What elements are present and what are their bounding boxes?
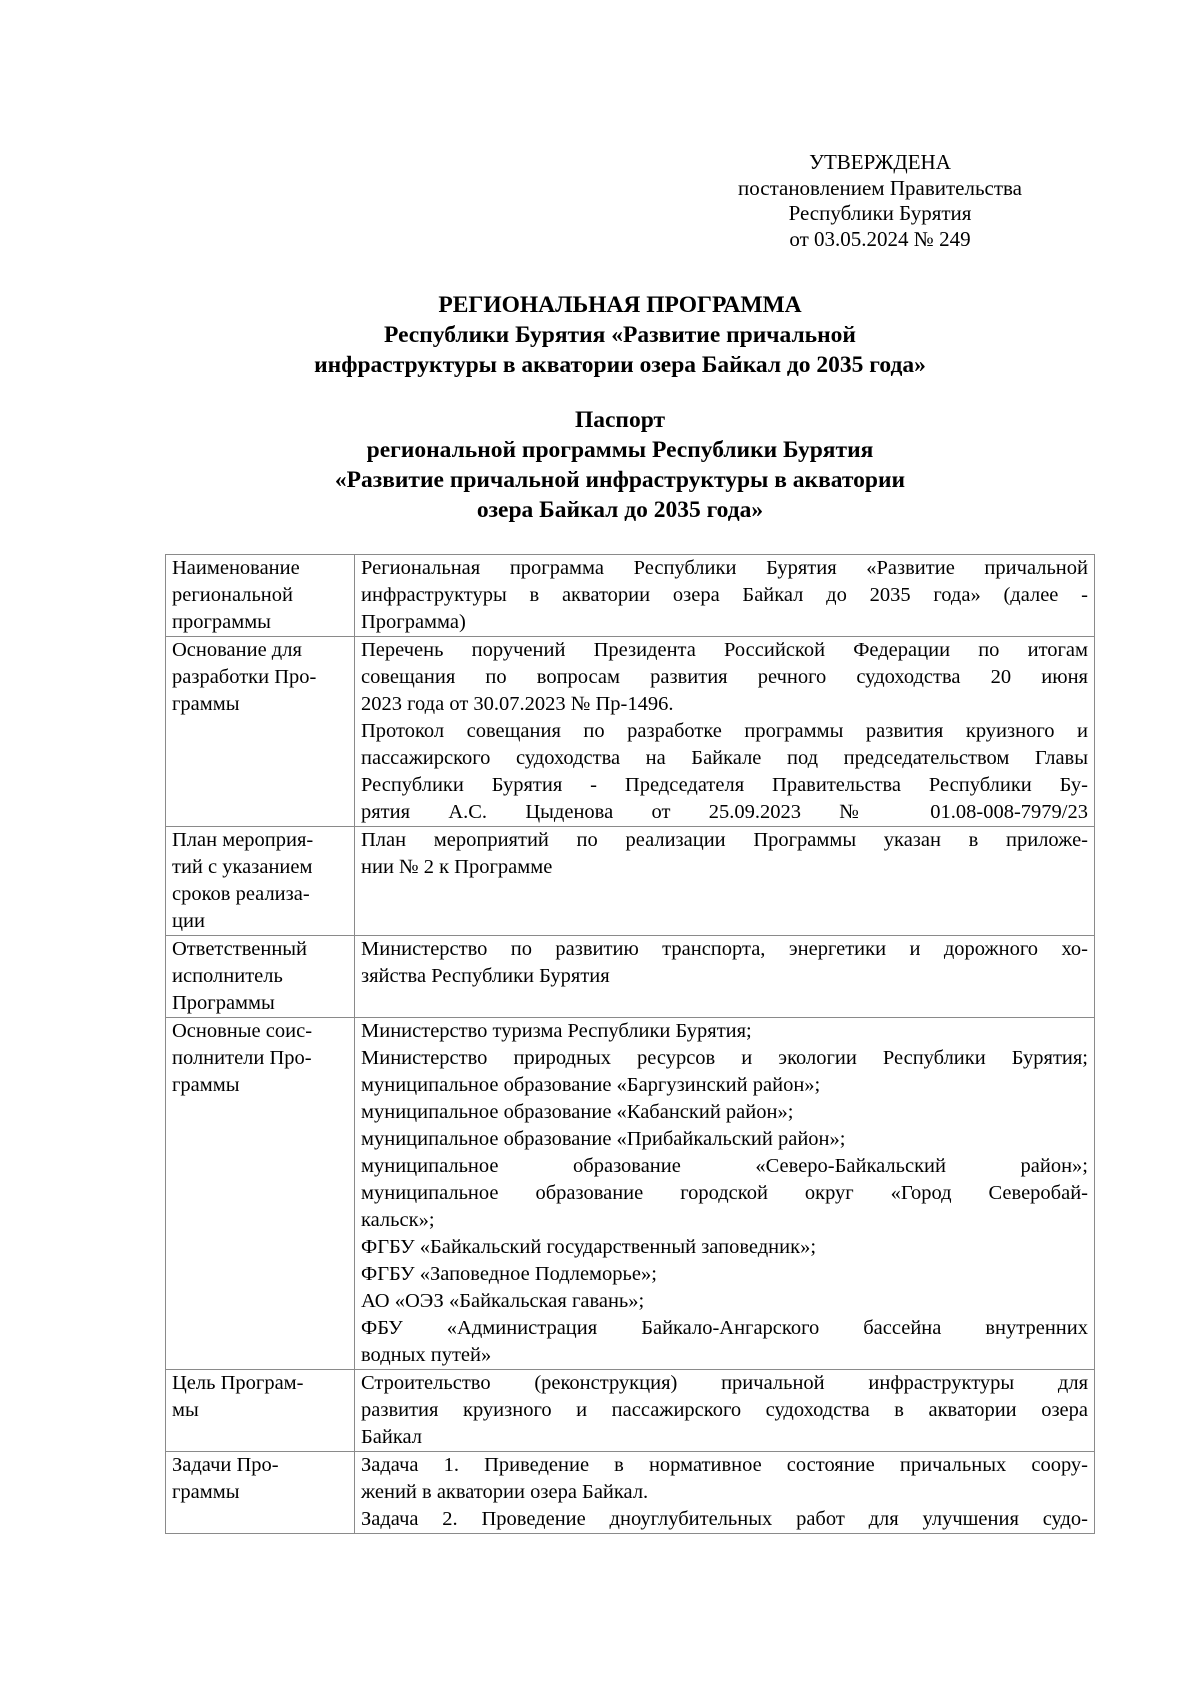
table-row — [166, 637, 1095, 827]
row-value-cell — [355, 1452, 1095, 1534]
row-value-line: муниципальное образование «Северо-Байкальский район»; — [361, 1155, 1088, 1177]
row-label-cell — [166, 555, 355, 637]
row-value-cell — [355, 555, 1095, 637]
row-value-line: АО «ОЭЗ «Байкальская гавань»; — [361, 1290, 645, 1312]
table-row — [166, 555, 1095, 637]
row-value-line: Министерство по развитию транспорта, энергетики и дорожного хо- — [361, 938, 1088, 960]
row-label-cell — [166, 936, 355, 1018]
row-label-line: Наименование — [172, 557, 300, 579]
row-value-line: Министерство туризма Республики Бурятия; — [361, 1020, 752, 1042]
row-label-line: Задачи Про- — [172, 1454, 279, 1476]
table-row — [166, 936, 1095, 1018]
row-label-line: полнители Про- — [172, 1047, 312, 1069]
passport-heading-line: региональной программы Республики Бурятия — [366, 437, 874, 463]
row-value-cell — [355, 827, 1095, 936]
row-value-cell — [355, 1018, 1095, 1370]
passport-heading-line: озера Байкал до 2035 года» — [476, 497, 764, 523]
row-label-line: программы — [172, 611, 271, 633]
table-row — [166, 1370, 1095, 1452]
row-label-cell — [166, 637, 355, 827]
title-line: Республики Бурятия «Развитие причальной — [384, 322, 856, 348]
row-label-line: граммы — [172, 1481, 240, 1503]
row-value-cell — [355, 1370, 1095, 1452]
row-label-line: ции — [172, 910, 205, 932]
row-value-line: Республики Бурятия - Председателя Правительства Республики Бу- — [361, 774, 1088, 796]
row-value-line: Региональная программа Республики Бурятия «Развитие причальной — [361, 557, 1088, 579]
row-label-line: Основные соис- — [172, 1020, 313, 1042]
row-value-line: нии № 2 к Программе — [361, 856, 553, 878]
row-value-line: ФГБУ «Байкальский государственный заповедник»; — [361, 1236, 817, 1258]
row-label-line: Программы — [172, 992, 275, 1014]
row-value-cell — [355, 637, 1095, 827]
row-label-line: исполнитель — [172, 965, 283, 987]
document-title — [160, 290, 1080, 380]
passport-heading-line: «Развитие причальной инфраструктуры в акватории — [334, 467, 906, 493]
row-value-line: Задача 2. Проведение дноуглубительных работ для улучшения судо- — [361, 1508, 1088, 1530]
row-label-line: тий с указанием — [172, 856, 313, 878]
row-label-line: сроков реализа- — [172, 883, 310, 905]
row-value-line: кальск»; — [361, 1209, 435, 1231]
title-line: РЕГИОНАЛЬНАЯ ПРОГРАММА — [438, 292, 802, 318]
row-value-line: жений в акватории озера Байкал. — [361, 1481, 649, 1503]
row-value-line: Министерство природных ресурсов и экологии Республики Бурятия; — [361, 1047, 1088, 1069]
row-value-line: ФГБУ «Заповедное Подлеморье»; — [361, 1263, 657, 1285]
approval-line: УТВЕРЖДЕНА — [809, 150, 951, 174]
row-label-cell — [166, 1018, 355, 1370]
title-line: инфраструктуры в акватории озера Байкал до 2035 года» — [314, 352, 926, 378]
approval-line: от 03.05.2024 № 249 — [789, 226, 971, 251]
row-label-line: Ответственный — [172, 938, 308, 960]
approval-line: постановлением Правительства — [737, 175, 1022, 200]
row-value-line: муниципальное образование «Прибайкальский район»; — [361, 1128, 846, 1150]
approval-line: Республики Бурятия — [788, 201, 972, 225]
row-value-line: пассажирского судоходства на Байкале под председательством Главы — [361, 747, 1088, 769]
row-label-line: региональной — [172, 584, 293, 606]
passport-heading — [160, 405, 1080, 525]
row-label-line: Цель Програм- — [172, 1372, 304, 1394]
table-row — [166, 827, 1095, 936]
table-row — [166, 1018, 1095, 1370]
row-value-cell — [355, 936, 1095, 1018]
row-value-line: Задача 1. Приведение в нормативное состояние причальных соору- — [361, 1454, 1088, 1476]
row-label-cell — [166, 827, 355, 936]
row-value-line: рятия А.С. Цыденова от 25.09.2023 № 01.08-008-7979/23 — [361, 801, 1088, 823]
row-value-line: Строительство (реконструкция) причальной инфраструктуры для — [361, 1372, 1088, 1394]
row-value-line: инфраструктуры в акватории озера Байкал до 2035 года» (далее - — [361, 584, 1088, 606]
row-value-line: 2023 года от 30.07.2023 № Пр-1496. — [361, 693, 674, 715]
row-label-cell — [166, 1370, 355, 1452]
passport-heading-line: Паспорт — [574, 407, 666, 433]
row-label-line: Основание для — [172, 639, 302, 661]
passport-table — [165, 554, 1095, 1534]
row-label-line: разработки Про- — [172, 666, 317, 688]
row-value-line: ФБУ «Администрация Байкало-Ангарского бассейна внутренних — [361, 1317, 1088, 1339]
row-value-line: совещания по вопросам развития речного судоходства 20 июня — [361, 666, 1088, 688]
row-label-line: граммы — [172, 1074, 240, 1096]
row-value-line: Программа) — [361, 611, 466, 633]
row-label-line: План мероприя- — [172, 829, 314, 851]
row-label-line: мы — [172, 1399, 199, 1421]
row-value-line: План мероприятий по реализации Программы указан в приложе- — [361, 829, 1088, 851]
row-value-line: муниципальное образование «Кабанский район»; — [361, 1101, 794, 1123]
row-value-line: Протокол совещания по разработке программы развития круизного и — [361, 720, 1088, 742]
table-row — [166, 1452, 1095, 1534]
row-value-line: развития круизного и пассажирского судоходства в акватории озера — [361, 1399, 1088, 1421]
row-value-line: зяйства Республики Бурятия — [361, 965, 610, 987]
row-value-line: муниципальное образование «Баргузинский район»; — [361, 1074, 821, 1096]
row-label-cell — [166, 1452, 355, 1534]
approval-stamp — [690, 150, 1070, 252]
row-label-line: граммы — [172, 693, 240, 715]
row-value-line: водных путей» — [361, 1344, 492, 1366]
row-value-line: Перечень поручений Президента Российской Федерации по итогам — [361, 639, 1088, 661]
row-value-line: муниципальное образование городской округ «Город Северобай- — [361, 1182, 1088, 1204]
row-value-line: Байкал — [361, 1426, 422, 1448]
